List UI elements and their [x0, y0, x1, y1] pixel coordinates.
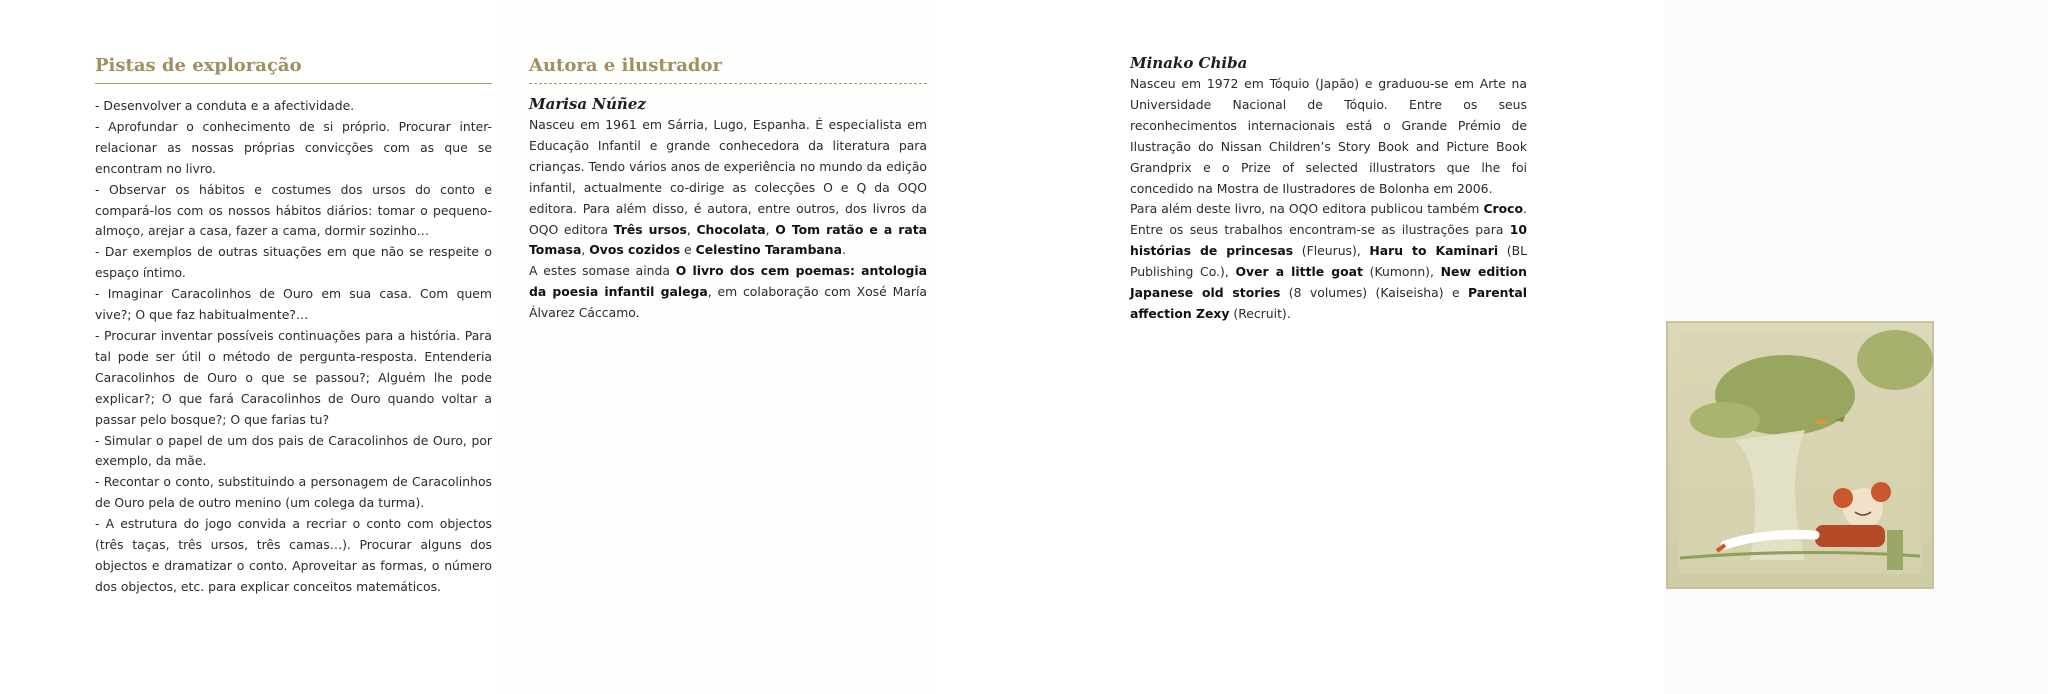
book-title: Três ursos: [613, 221, 687, 237]
book-title: Parental affection Zexy: [1130, 285, 1527, 321]
illustrator-name: Minako Chiba: [1130, 54, 1248, 72]
author-heading: Autora e ilustrador: [529, 53, 927, 84]
list-item: - Recontar o conto, substituindo a personagem de Caracolinhos de Ouro pela de outro menino (um colega da turma).: [95, 474, 492, 511]
book-title: Haru to Kaminari: [1369, 243, 1499, 259]
book-title: Croco: [1483, 201, 1524, 217]
illustrator-section: [1130, 53, 1527, 325]
list-item: - Desenvolver a conduta e a afectividade.: [95, 98, 355, 113]
list-item: - Procurar inventar possíveis continuações para a história. Para tal pode ser útil o método de pergunta-resposta. Entenderia Caracolinhos de Ouro o que se passou?; Alguém lhe pode explicar?; O que fará Caracolinhos de Ouro quando voltar a passar pelo bosque?; O que farias tu?: [95, 327, 492, 427]
book-title: Ovos cozidos: [589, 242, 681, 258]
exploration-list: [95, 96, 492, 598]
author-bio: Nasceu em 1961 em Sárria, Lugo, Espanha. É especialista em Educação Infantil e grande conhecedora da literatura para crianças. Tendo vários anos de experiência no mundo da edição infantil, actualmente co-dirige as colecções O e Q da OQO editora. Para além disso, é autora, entre outros, dos livros da OQO editora Três ursos, Chocolata, O Tom ratão e a rata Tomasa, Ovos cozidos e Celestino Tarambana.: [529, 117, 927, 258]
book-title: Chocolata: [696, 221, 766, 237]
illustrator-works: Para além deste livro, na OQO editora publicou também Croco. Entre os seus trabalhos encontram-se as ilustrações para 10 histórias de princesas (Fleurus), Haru to Kaminari (BL Publishing Co.), Over a little goat (Kumonn), New edition Japanese old stories (8 volumes) (Kaiseisha) e Parental affection Zexy (Recruit).: [1130, 201, 1528, 321]
book-illustration: [1665, 320, 1935, 592]
illustrator-bio: Nasceu em 1972 em Tóquio (Japão) e graduou-se em Arte na Universidade Nacional de Tóquio. Entre os seus reconhecimentos internacionais está o Grande Prémio de Ilustração do Nissan Children’s Story Book and Picture Book Grandprix e o Prize of selected illustrators que lhe foi concedido na Mostra de Ilustradores de Bolonha em 2006.: [1130, 76, 1527, 196]
list-item: - Simular o papel de um dos pais de Caracolinhos de Ouro, por exemplo, da mãe.: [95, 432, 492, 469]
exploration-heading: Pistas de exploração: [95, 53, 492, 84]
book-title: O livro dos cem poemas: antologia da poesia infantil galega: [529, 263, 927, 300]
book-title: Over a little goat: [1235, 264, 1363, 280]
author-bio-continued: A estes somase ainda O livro dos cem poemas: antologia da poesia infantil galega, em colaboração com Xosé María Álvarez Cáccamo.: [529, 263, 927, 321]
list-item: - Imaginar Caracolinhos de Ouro em sua casa. Com quem vive?; O que faz habitualmente?…: [95, 286, 492, 323]
list-item: - A estrutura do jogo convida a recriar o conto com objectos (três taças, três ursos, três camas…). Procurar alguns dos objectos e dramatizar o conto. Aproveitar as formas, o número dos objectos, etc. para explicar conceitos matemáticos.: [95, 516, 492, 594]
book-title: 10 histórias de princesas: [1130, 222, 1527, 259]
book-title: O Tom ratão e a rata Tomasa: [529, 221, 927, 258]
exploration-section: [95, 53, 492, 598]
list-item: - Observar os hábitos e costumes dos ursos do conto e compará-los com os nossos hábitos diários: tomar o pequeno-almoço, arejar a casa, fazer a cama, dormir sozinho…: [95, 181, 492, 239]
list-item: - Aprofundar o conhecimento de si próprio. Procurar inter-relacionar as nossas próprias convicções com as que se encontram no livro.: [95, 118, 492, 176]
author-section: [529, 53, 927, 324]
author-name: Marisa Núñez: [529, 95, 646, 113]
book-title: Celestino Tarambana: [695, 242, 842, 258]
book-title: New edition Japanese old stories: [1130, 264, 1528, 301]
list-item: - Dar exemplos de outras situações em que não se respeite o espaço íntimo.: [95, 244, 492, 281]
